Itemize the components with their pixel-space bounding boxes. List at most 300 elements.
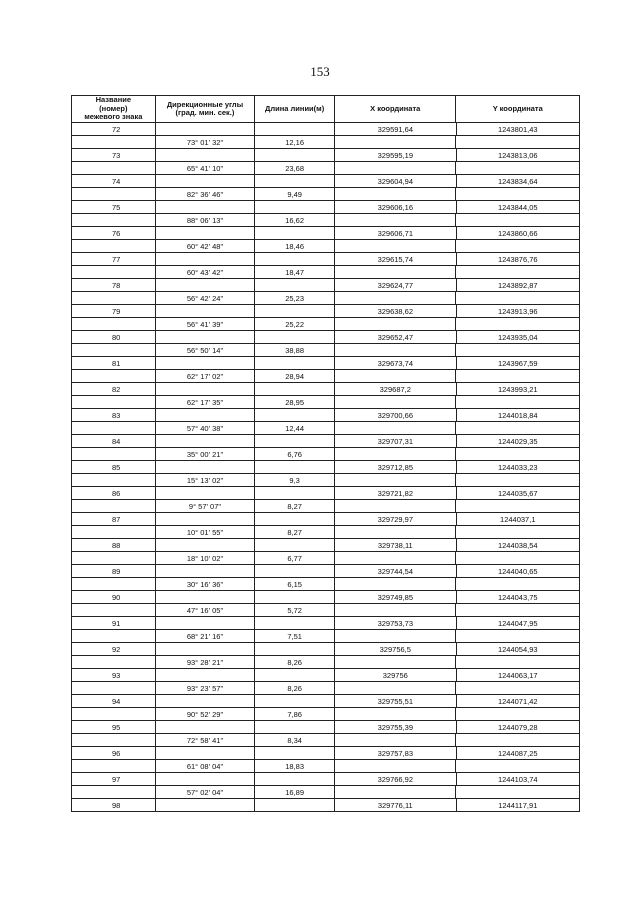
x-coordinate-cell [335,500,457,512]
length-cell: 23,68 [255,162,335,174]
length-cell: 9,3 [255,474,335,486]
length-cell [255,643,335,655]
point-name-cell [72,240,156,252]
header-y: Y координата [492,103,543,113]
length-cell [255,773,335,785]
length-cell [255,539,335,551]
length-cell [255,305,335,317]
angle-cell [156,747,256,759]
angle-cell [156,513,256,525]
length-cell: 8,34 [255,734,335,746]
point-row [71,253,580,266]
y-coordinate-cell [456,474,579,486]
y-coordinate-cell: 1243876,76 [497,255,538,264]
point-name-cell: 81 [72,357,156,369]
point-name-cell: 90 [72,591,156,603]
segment-row [71,240,580,253]
angle-cell: 35° 00' 21" [156,448,256,460]
coordinates-table [71,95,580,812]
length-cell [255,253,335,265]
point-row [71,565,580,578]
y-coordinate-cell: 1243913,96 [497,307,538,316]
point-name-cell [72,292,156,304]
angle-cell [156,591,256,603]
y-coordinate-cell [456,682,579,694]
length-cell: 7,51 [255,630,335,642]
y-coordinate-cell: 1244038,54 [497,541,538,550]
point-name-cell: 88 [72,539,156,551]
angle-cell [156,149,256,161]
y-coordinate-cell [456,552,579,564]
angle-cell [156,175,256,187]
x-coordinate-cell: 329756,5 [335,643,456,655]
y-coordinate-cell [456,136,579,148]
y-coordinate-cell: 1243935,04 [497,333,538,342]
length-cell: 12,44 [255,422,335,434]
y-coordinate-cell [456,396,579,408]
angle-cell [156,539,256,551]
angle-cell [156,669,256,681]
point-name-cell: 84 [72,435,156,447]
y-coordinate-cell [456,370,579,382]
angle-cell: 62° 17' 02" [156,370,256,382]
segment-row [71,552,580,565]
segment-row [71,344,580,357]
length-cell [255,487,335,499]
angle-cell: 61° 08' 04" [156,760,256,772]
y-coordinate-cell: 1243993,21 [497,385,538,394]
point-row [71,305,580,318]
point-name-cell [72,214,156,226]
x-coordinate-cell [335,656,457,668]
angle-cell: 56° 50' 14" [156,344,256,356]
angle-cell [156,799,256,811]
segment-row [71,370,580,383]
point-name-cell [72,708,156,720]
y-coordinate-cell: 1244117,91 [498,801,538,810]
x-coordinate-cell: 329638,62 [335,305,456,317]
page-number: 153 [310,64,330,79]
x-coordinate-cell [335,162,457,174]
length-cell: 28,95 [255,396,335,408]
y-coordinate-cell: 1243892,87 [497,281,538,290]
length-cell: 16,62 [255,214,335,226]
angle-cell: 56° 41' 39" [156,318,256,330]
segment-row [71,630,580,643]
point-row [71,383,580,396]
angle-cell [156,565,256,577]
length-cell: 38,88 [255,344,335,356]
point-name-cell: 95 [72,721,156,733]
point-row [71,695,580,708]
length-cell: 28,94 [255,370,335,382]
length-cell [255,331,335,343]
point-row [71,643,580,656]
angle-cell: 60° 43' 42" [156,266,256,278]
x-coordinate-cell [335,396,457,408]
point-name-cell: 72 [72,123,156,135]
angle-cell: 65° 41' 10" [156,162,256,174]
length-cell: 6,77 [255,552,335,564]
point-name-cell [72,370,156,382]
segment-row [71,578,580,591]
x-coordinate-cell [335,422,457,434]
angle-cell: 93° 23' 57" [156,682,256,694]
length-cell: 6,76 [255,448,335,460]
point-name-cell [72,656,156,668]
y-coordinate-cell [456,214,579,226]
length-cell [255,461,335,473]
y-coordinate-cell [456,344,579,356]
x-coordinate-cell: 329615,74 [335,253,456,265]
x-coordinate-cell [335,760,457,772]
x-coordinate-cell [335,370,457,382]
length-cell: 25,22 [255,318,335,330]
angle-cell [156,773,256,785]
x-coordinate-cell: 329595,19 [335,149,456,161]
y-coordinate-cell [456,708,579,720]
angle-cell: 18° 10' 02" [156,552,256,564]
point-name-cell: 80 [72,331,156,343]
y-coordinate-cell: 1244047,95 [497,619,538,628]
x-coordinate-cell [335,734,457,746]
x-coordinate-cell: 329700,66 [335,409,456,421]
point-row [71,721,580,734]
angle-cell: 9° 57' 07" [156,500,256,512]
x-coordinate-cell [335,708,457,720]
length-cell: 8,26 [255,682,335,694]
x-coordinate-cell: 329652,47 [335,331,456,343]
y-coordinate-cell: 1244037,1 [500,515,536,524]
x-coordinate-cell: 329755,51 [335,695,456,707]
segment-row [71,734,580,747]
point-name-cell [72,422,156,434]
angle-cell [156,617,256,629]
length-cell [255,513,335,525]
point-name-cell [72,552,156,564]
angle-cell [156,721,256,733]
angle-cell [156,331,256,343]
point-row [71,747,580,760]
x-coordinate-cell: 329721,82 [335,487,456,499]
x-coordinate-cell: 329687,2 [335,383,456,395]
length-cell [255,279,335,291]
segment-row [71,708,580,721]
point-name-cell: 87 [72,513,156,525]
length-cell [255,695,335,707]
point-name-cell [72,396,156,408]
angle-cell: 15° 13' 02" [156,474,256,486]
point-row [71,227,580,240]
segment-row [71,656,580,669]
length-cell [255,123,335,135]
angle-cell [156,201,256,213]
angle-cell: 57° 40' 38" [156,422,256,434]
y-coordinate-cell [456,188,579,200]
length-cell [255,435,335,447]
length-cell: 5,72 [255,604,335,616]
point-row [71,461,580,474]
point-row [71,279,580,292]
x-coordinate-cell [335,682,457,694]
x-coordinate-cell [335,448,457,460]
x-coordinate-cell: 329673,74 [335,357,456,369]
point-name-cell [72,526,156,538]
point-name-cell: 77 [72,253,156,265]
point-row [71,357,580,370]
point-name-cell: 75 [72,201,156,213]
point-name-cell: 86 [72,487,156,499]
angle-cell: 88° 06' 13" [156,214,256,226]
point-row [71,773,580,786]
header-x: X координата [335,96,457,122]
point-name-cell: 91 [72,617,156,629]
point-name-cell [72,188,156,200]
x-coordinate-cell: 329757,83 [335,747,456,759]
length-cell: 7,86 [255,708,335,720]
y-coordinate-cell: 1244063,17 [497,671,538,680]
point-name-cell [72,786,156,798]
x-coordinate-cell: 329604,94 [335,175,456,187]
point-name-cell [72,344,156,356]
angle-cell: 10° 01' 55" [156,526,256,538]
length-cell [255,201,335,213]
angle-cell [156,409,256,421]
x-coordinate-cell [335,318,457,330]
length-cell: 8,27 [255,526,335,538]
angle-cell: 82° 36' 46" [156,188,256,200]
segment-row [71,604,580,617]
length-cell: 18,47 [255,266,335,278]
angle-cell: 30° 16' 36" [156,578,256,590]
table-header [71,95,580,123]
length-cell: 8,26 [255,656,335,668]
x-coordinate-cell [335,240,457,252]
segment-row [71,500,580,513]
x-coordinate-cell: 329766,92 [335,773,456,785]
y-coordinate-cell: 1244071,42 [497,697,538,706]
y-coordinate-cell [456,292,579,304]
point-name-cell: 83 [72,409,156,421]
x-coordinate-cell [335,578,457,590]
x-coordinate-cell: 329776,11 [335,799,456,811]
x-coordinate-cell [335,188,457,200]
point-row [71,409,580,422]
x-coordinate-cell: 329755,39 [335,721,456,733]
segment-row [71,474,580,487]
angle-cell: 57° 02' 04" [156,786,256,798]
point-name-cell: 76 [72,227,156,239]
segment-row [71,422,580,435]
segment-row [71,188,580,201]
angle-cell: 72° 58' 41" [156,734,256,746]
x-coordinate-cell: 329591,64 [335,123,456,135]
y-coordinate-cell: 1243834,64 [497,177,538,186]
angle-cell [156,123,256,135]
point-name-cell [72,760,156,772]
x-coordinate-cell: 329712,85 [335,461,456,473]
x-coordinate-cell [335,604,457,616]
point-name-cell: 79 [72,305,156,317]
length-cell [255,721,335,733]
point-name-cell: 74 [72,175,156,187]
y-coordinate-cell: 1244040,65 [497,567,538,576]
y-coordinate-cell: 1244054,93 [497,645,538,654]
segment-row [71,136,580,149]
point-row [71,539,580,552]
length-cell [255,409,335,421]
length-cell [255,565,335,577]
x-coordinate-cell: 329756 [335,669,456,681]
length-cell: 18,83 [255,760,335,772]
x-coordinate-cell: 329707,31 [335,435,456,447]
y-coordinate-cell [456,786,579,798]
point-row [71,799,580,812]
angle-cell: 90° 52' 29" [156,708,256,720]
y-coordinate-cell: 1244079,28 [497,723,538,732]
y-coordinate-cell [456,266,579,278]
header-name: Название (номер) межевого знака [72,96,156,122]
length-cell: 16,89 [255,786,335,798]
segment-row [71,266,580,279]
segment-row [71,162,580,175]
point-row [71,435,580,448]
point-name-cell: 82 [72,383,156,395]
length-cell: 25,23 [255,292,335,304]
length-cell: 8,27 [255,500,335,512]
segment-row [71,682,580,695]
length-cell [255,591,335,603]
angle-cell [156,305,256,317]
length-cell [255,669,335,681]
length-cell [255,747,335,759]
x-coordinate-cell [335,136,457,148]
point-row [71,669,580,682]
length-cell [255,175,335,187]
angle-cell: 47° 16' 05" [156,604,256,616]
y-coordinate-cell: 1243844,05 [497,203,538,212]
point-name-cell: 98 [72,799,156,811]
segment-row [71,318,580,331]
y-coordinate-cell [456,318,579,330]
y-coordinate-cell: 1244043,75 [497,593,538,602]
x-coordinate-cell: 329738,11 [335,539,456,551]
x-coordinate-cell: 329624,77 [335,279,456,291]
length-cell [255,799,335,811]
y-coordinate-cell: 1244029,35 [497,437,538,446]
angle-cell: 62° 17' 35" [156,396,256,408]
point-name-cell [72,578,156,590]
point-name-cell: 73 [72,149,156,161]
angle-cell: 60° 42' 48" [156,240,256,252]
y-coordinate-cell [456,500,579,512]
angle-cell: 68° 21' 16" [156,630,256,642]
x-coordinate-cell [335,474,457,486]
y-coordinate-cell: 1243813,06 [497,151,538,160]
point-name-cell [72,318,156,330]
angle-cell: 93° 28' 21" [156,656,256,668]
y-coordinate-cell [456,162,579,174]
header-angle: Дирекционные углы (град. мин. сек.) [156,96,256,122]
x-coordinate-cell [335,552,457,564]
angle-cell [156,253,256,265]
point-name-cell [72,604,156,616]
table-body [71,123,580,812]
point-row [71,149,580,162]
x-coordinate-cell [335,344,457,356]
x-coordinate-cell: 329753,73 [335,617,456,629]
point-row [71,487,580,500]
header-length: Длина линии(м) [255,96,335,122]
point-name-cell [72,474,156,486]
length-cell [255,617,335,629]
y-coordinate-cell: 1244033,23 [497,463,538,472]
length-cell: 18,46 [255,240,335,252]
point-name-cell: 78 [72,279,156,291]
y-coordinate-cell: 1244103,74 [497,775,538,784]
angle-cell [156,695,256,707]
y-coordinate-cell [456,604,579,616]
y-coordinate-cell [456,734,579,746]
length-cell [255,149,335,161]
x-coordinate-cell: 329744,54 [335,565,456,577]
point-name-cell [72,630,156,642]
point-row [71,123,580,136]
angle-cell: 73° 01' 32" [156,136,256,148]
y-coordinate-cell [456,656,579,668]
point-name-cell: 92 [72,643,156,655]
point-name-cell [72,734,156,746]
segment-row [71,292,580,305]
x-coordinate-cell: 329729,97 [335,513,456,525]
point-name-cell: 85 [72,461,156,473]
point-row [71,201,580,214]
x-coordinate-cell: 329606,71 [335,227,456,239]
point-name-cell: 89 [72,565,156,577]
point-row [71,175,580,188]
point-name-cell: 97 [72,773,156,785]
x-coordinate-cell [335,266,457,278]
y-coordinate-cell [456,240,579,252]
length-cell [255,357,335,369]
point-row [71,591,580,604]
point-name-cell [72,448,156,460]
y-coordinate-cell: 1244087,25 [497,749,538,758]
segment-row [71,396,580,409]
y-coordinate-cell [456,578,579,590]
segment-row [71,786,580,799]
x-coordinate-cell [335,292,457,304]
angle-cell [156,279,256,291]
point-name-cell [72,266,156,278]
segment-row [71,214,580,227]
point-name-cell: 93 [72,669,156,681]
angle-cell [156,487,256,499]
point-row [71,513,580,526]
x-coordinate-cell: 329749,85 [335,591,456,603]
segment-row [71,448,580,461]
point-name-cell [72,682,156,694]
length-cell: 9,49 [255,188,335,200]
angle-cell [156,435,256,447]
angle-cell [156,357,256,369]
y-coordinate-cell [456,422,579,434]
y-coordinate-cell: 1243801,43 [497,125,538,134]
length-cell [255,383,335,395]
point-row [71,617,580,630]
angle-cell: 56° 42' 24" [156,292,256,304]
length-cell [255,227,335,239]
